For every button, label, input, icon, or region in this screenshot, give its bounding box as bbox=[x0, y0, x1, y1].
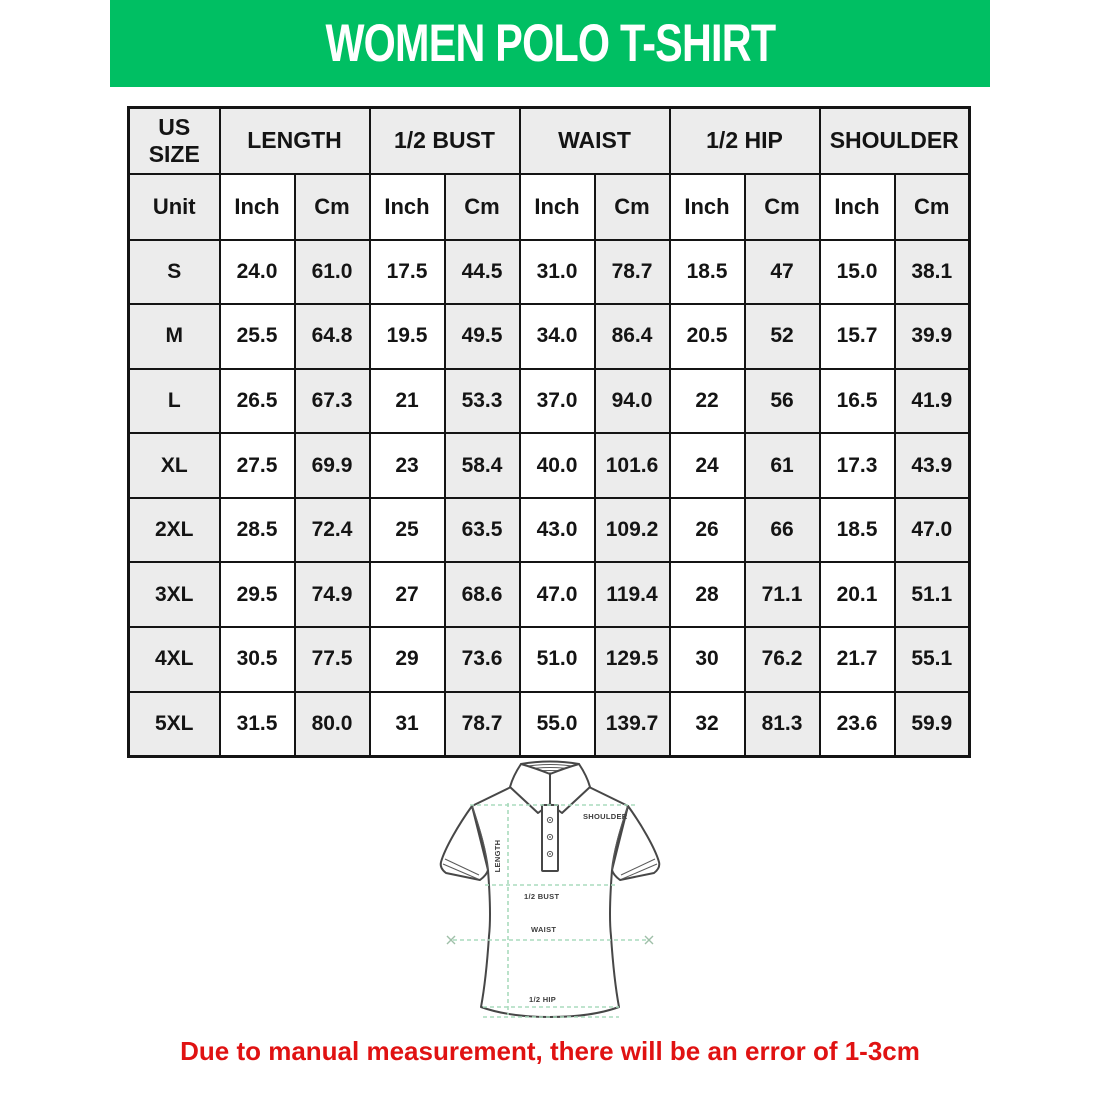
value-cell: 20.1 bbox=[820, 562, 895, 627]
unit-header-cell: Cm bbox=[895, 174, 970, 240]
table-body bbox=[129, 240, 970, 757]
value-cell: 25 bbox=[370, 498, 445, 563]
value-cell: 28 bbox=[670, 562, 745, 627]
value-cell: 49.5 bbox=[445, 304, 520, 369]
page-title: WOMEN POLO T-SHIRT bbox=[325, 14, 775, 73]
size-cell: M bbox=[129, 304, 220, 369]
value-cell: 21 bbox=[370, 369, 445, 434]
value-cell: 21.7 bbox=[820, 627, 895, 692]
value-cell: 47 bbox=[745, 240, 820, 305]
value-cell: 29.5 bbox=[220, 562, 295, 627]
value-cell: 55.1 bbox=[895, 627, 970, 692]
table-row bbox=[129, 498, 970, 563]
value-cell: 64.8 bbox=[295, 304, 370, 369]
value-cell: 25.5 bbox=[220, 304, 295, 369]
value-cell: 31.5 bbox=[220, 692, 295, 757]
value-cell: 58.4 bbox=[445, 433, 520, 498]
size-cell: 3XL bbox=[129, 562, 220, 627]
value-cell: 55.0 bbox=[520, 692, 595, 757]
polo-shirt-diagram bbox=[425, 756, 675, 1036]
value-cell: 68.6 bbox=[445, 562, 520, 627]
value-cell: 18.5 bbox=[820, 498, 895, 563]
value-cell: 16.5 bbox=[820, 369, 895, 434]
group-header-cell: SHOULDER bbox=[820, 108, 970, 174]
placket bbox=[542, 805, 558, 871]
table-row bbox=[129, 433, 970, 498]
value-cell: 53.3 bbox=[445, 369, 520, 434]
value-cell: 109.2 bbox=[595, 498, 670, 563]
value-cell: 26.5 bbox=[220, 369, 295, 434]
unit-header-cell: Unit bbox=[129, 174, 220, 240]
value-cell: 61.0 bbox=[295, 240, 370, 305]
size-cell: 5XL bbox=[129, 692, 220, 757]
value-cell: 31.0 bbox=[520, 240, 595, 305]
table-header bbox=[129, 108, 970, 240]
unit-header-cell: Inch bbox=[220, 174, 295, 240]
value-cell: 101.6 bbox=[595, 433, 670, 498]
unit-header-cell: Inch bbox=[370, 174, 445, 240]
value-cell: 73.6 bbox=[445, 627, 520, 692]
size-cell: 4XL bbox=[129, 627, 220, 692]
group-header-cell: LENGTH bbox=[220, 108, 370, 174]
value-cell: 56 bbox=[745, 369, 820, 434]
table-row bbox=[129, 369, 970, 434]
value-cell: 139.7 bbox=[595, 692, 670, 757]
value-cell: 119.4 bbox=[595, 562, 670, 627]
title-banner bbox=[110, 0, 990, 87]
size-cell: XL bbox=[129, 433, 220, 498]
value-cell: 31 bbox=[370, 692, 445, 757]
value-cell: 37.0 bbox=[520, 369, 595, 434]
value-cell: 23 bbox=[370, 433, 445, 498]
group-header-cell: 1/2 HIP bbox=[670, 108, 820, 174]
button-1-dot bbox=[549, 819, 551, 821]
value-cell: 74.9 bbox=[295, 562, 370, 627]
value-cell: 78.7 bbox=[595, 240, 670, 305]
value-cell: 27 bbox=[370, 562, 445, 627]
value-cell: 26 bbox=[670, 498, 745, 563]
value-cell: 76.2 bbox=[745, 627, 820, 692]
value-cell: 17.3 bbox=[820, 433, 895, 498]
unit-header-cell: Inch bbox=[520, 174, 595, 240]
value-cell: 38.1 bbox=[895, 240, 970, 305]
size-cell: S bbox=[129, 240, 220, 305]
button-2-dot bbox=[549, 836, 551, 838]
value-cell: 52 bbox=[745, 304, 820, 369]
unit-header-cell: Cm bbox=[745, 174, 820, 240]
value-cell: 47.0 bbox=[895, 498, 970, 563]
value-cell: 18.5 bbox=[670, 240, 745, 305]
group-header-cell: 1/2 BUST bbox=[370, 108, 520, 174]
table-row bbox=[129, 240, 970, 305]
length-label: LENGTH bbox=[493, 839, 502, 873]
value-cell: 41.9 bbox=[895, 369, 970, 434]
size-chart-table bbox=[127, 106, 971, 758]
group-header-cell: WAIST bbox=[520, 108, 670, 174]
value-cell: 78.7 bbox=[445, 692, 520, 757]
value-cell: 32 bbox=[670, 692, 745, 757]
value-cell: 59.9 bbox=[895, 692, 970, 757]
button-3-dot bbox=[549, 853, 551, 855]
half-hip-label: 1/2 HIP bbox=[529, 995, 557, 1004]
value-cell: 24.0 bbox=[220, 240, 295, 305]
value-cell: 129.5 bbox=[595, 627, 670, 692]
group-header-cell: US SIZE bbox=[129, 108, 220, 174]
value-cell: 15.7 bbox=[820, 304, 895, 369]
value-cell: 27.5 bbox=[220, 433, 295, 498]
half-bust-label: 1/2 BUST bbox=[524, 892, 560, 901]
waist-right-mark bbox=[645, 936, 653, 944]
value-cell: 47.0 bbox=[520, 562, 595, 627]
value-cell: 22 bbox=[670, 369, 745, 434]
waist-label: WAIST bbox=[531, 925, 557, 934]
size-cell: 2XL bbox=[129, 498, 220, 563]
value-cell: 94.0 bbox=[595, 369, 670, 434]
value-cell: 43.9 bbox=[895, 433, 970, 498]
unit-header-cell: Cm bbox=[295, 174, 370, 240]
value-cell: 30.5 bbox=[220, 627, 295, 692]
unit-header-row bbox=[129, 174, 970, 240]
value-cell: 51.0 bbox=[520, 627, 595, 692]
unit-header-cell: Cm bbox=[595, 174, 670, 240]
value-cell: 72.4 bbox=[295, 498, 370, 563]
value-cell: 34.0 bbox=[520, 304, 595, 369]
value-cell: 23.6 bbox=[820, 692, 895, 757]
value-cell: 40.0 bbox=[520, 433, 595, 498]
value-cell: 51.1 bbox=[895, 562, 970, 627]
table-row bbox=[129, 562, 970, 627]
value-cell: 15.0 bbox=[820, 240, 895, 305]
value-cell: 69.9 bbox=[295, 433, 370, 498]
value-cell: 30 bbox=[670, 627, 745, 692]
unit-header-cell: Inch bbox=[670, 174, 745, 240]
size-cell: L bbox=[129, 369, 220, 434]
unit-header-cell: Inch bbox=[820, 174, 895, 240]
value-cell: 29 bbox=[370, 627, 445, 692]
value-cell: 67.3 bbox=[295, 369, 370, 434]
value-cell: 20.5 bbox=[670, 304, 745, 369]
value-cell: 61 bbox=[745, 433, 820, 498]
value-cell: 44.5 bbox=[445, 240, 520, 305]
value-cell: 28.5 bbox=[220, 498, 295, 563]
value-cell: 43.0 bbox=[520, 498, 595, 563]
unit-header-cell: Cm bbox=[445, 174, 520, 240]
value-cell: 80.0 bbox=[295, 692, 370, 757]
table-row bbox=[129, 692, 970, 757]
value-cell: 63.5 bbox=[445, 498, 520, 563]
shoulder-label: SHOULDER bbox=[583, 812, 628, 821]
group-header-row bbox=[129, 108, 970, 174]
value-cell: 71.1 bbox=[745, 562, 820, 627]
value-cell: 86.4 bbox=[595, 304, 670, 369]
value-cell: 24 bbox=[670, 433, 745, 498]
value-cell: 19.5 bbox=[370, 304, 445, 369]
table-row bbox=[129, 304, 970, 369]
value-cell: 66 bbox=[745, 498, 820, 563]
measurement-note: Due to manual measurement, there will be an error of 1-3cm bbox=[180, 1036, 920, 1066]
value-cell: 81.3 bbox=[745, 692, 820, 757]
polo-shirt-drawing bbox=[425, 756, 675, 1036]
table-row bbox=[129, 627, 970, 692]
value-cell: 77.5 bbox=[295, 627, 370, 692]
value-cell: 17.5 bbox=[370, 240, 445, 305]
value-cell: 39.9 bbox=[895, 304, 970, 369]
